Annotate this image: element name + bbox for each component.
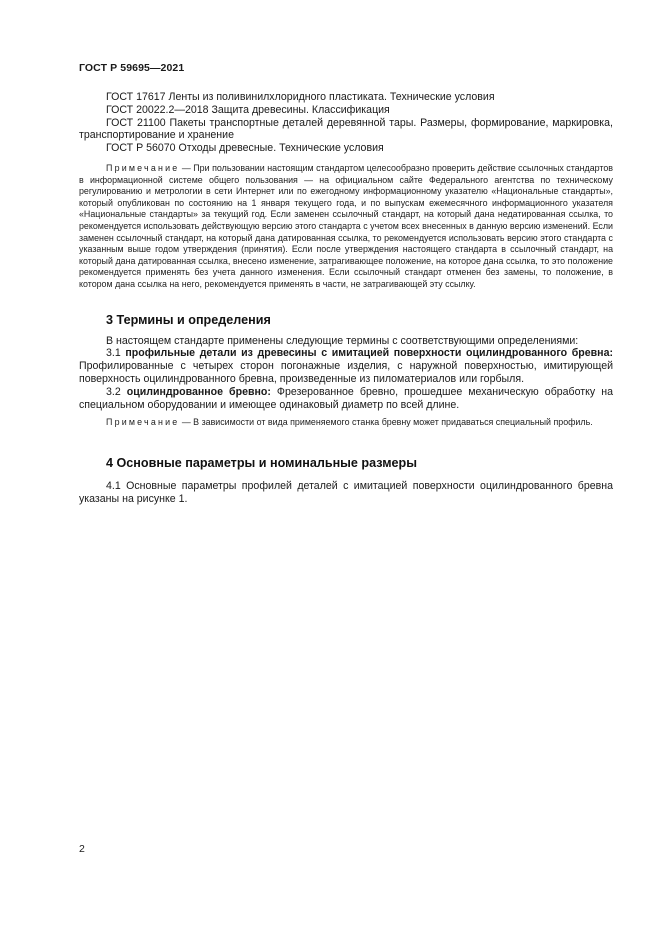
note-label: Примечание [106,417,180,428]
note-text: — При пользовании настоящим стандартом целесообразно проверить действие ссылочных стандартов в информационной системе общего пользования — на официальном сайте Федерального агентства по техническому регулированию и метрологии в сети Интернет или по ежегодному информационному указателю «Национальные стандарты», который опубликован по состоянию на 1 января текущего года, и по выпускам ежемесячного информационного указателя «Национальные стандарты» за текущий год. Если заменен ссылочный стандарт, на который дана недатированная ссылка, то рекомендуется использовать действующую версию этого стандарта с учетом всех внесенных в данную версию изменений. Если заменен ссылочный стандарт, на который дана датированная ссылка, то рекомендуется использовать версию этого стандарта с указанным выше годом утверждения (принятия). Если после утверждения настоящего стандарта в ссылочный стандарт, на который дана датированная ссылка, внесено изменение, затрагивающее положение, на которое дана ссылка, то это положение рекомендуется применять без учета данного изменения. Если ссылочный стандарт отменен без замены, то положение, в котором дана ссылка на него, рекомендуется применять в части, не затрагивающей эту ссылку. [79,162,614,289]
section-3-intro: В настоящем стандарте применены следующие термины с соответствующими определениями: [106,334,579,347]
term-name: профильные детали из древесины с имитацией поверхности оцилиндрованного бревна: [125,347,613,360]
term-3-2 [79,386,613,412]
reference-item: ГОСТ Р 56070 Отходы древесные. Технические условия [106,142,384,155]
references-note [79,163,613,291]
reference-item: ГОСТ 21100 Пакеты транспортные деталей деревянной тары. Размеры, формирование, маркировка, транспортирование и хранение [79,116,613,142]
standard-code-header: ГОСТ Р 59695—2021 [79,62,185,74]
term-definition: Фрезерованное бревно, прошедшее механическую обработку на специальном оборудовании и имеющее одинаковый диаметр по всей длине. [79,385,613,411]
normative-references-list [79,91,613,155]
term-number: 3.1 [106,347,121,360]
section-3-title: 3 Термины и определения [106,312,271,327]
section-4-paragraph: 4.1 Основные параметры профилей деталей с имитацией поверхности оцилиндрованного бревна указаны на рисунке 1. [79,479,613,505]
page-number: 2 [79,843,85,855]
note-label: Примечание [106,162,180,173]
reference-item: ГОСТ 17617 Ленты из поливинилхлоридного пластиката. Технические условия [106,91,495,103]
term-definition: Профилированные с четырех сторон погонажные изделия, с наружной поверхностью, имитирующей поверхность оцилиндрованного бревна, произведенные из пиломатериалов или горбыля. [79,360,613,385]
note-text: — В зависимости от вида применяемого станка бревну может придаваться специальный профиль. [181,417,593,428]
section-4-title: 4 Основные параметры и номинальные размеры [106,455,418,470]
page-content [79,91,613,505]
term-number: 3.2 [106,385,121,398]
term-3-1 [79,347,613,385]
term-note [79,417,613,429]
term-name: оцилиндрованное бревно: [126,385,271,398]
reference-item: ГОСТ 20022.2—2018 Защита древесины. Классификация [106,103,390,116]
